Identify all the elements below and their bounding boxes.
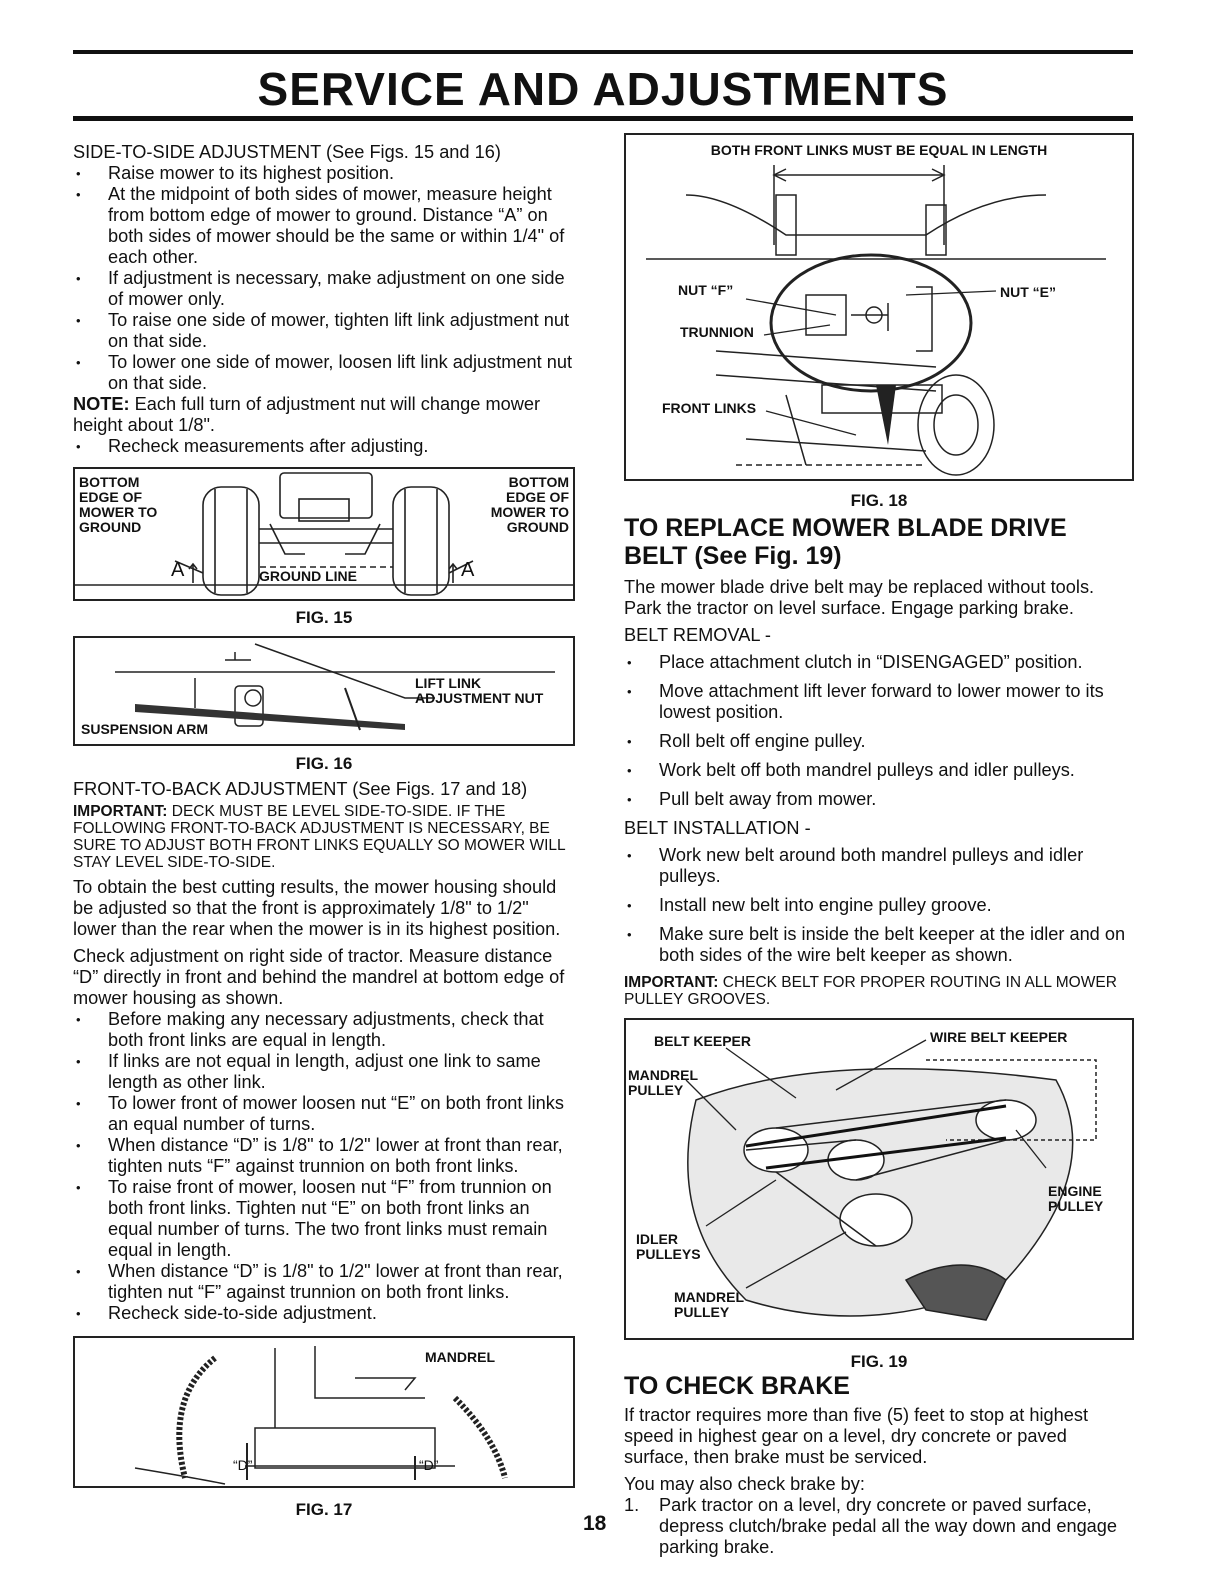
fig-17-illustration bbox=[73, 1336, 575, 1488]
list-item: • Recheck measurements after adjusting. bbox=[73, 436, 575, 457]
front-to-back-steps bbox=[73, 1009, 575, 1324]
nut-f-label: NUT “F” bbox=[678, 282, 734, 298]
list-item: • To lower one side of mower, loosen lift link adjustment nut on that side. bbox=[73, 352, 575, 394]
list-item: • When distance “D” is 1/8" to 1/2" lower at front than rear, tighten nuts “F” against trunnion on both front links. bbox=[73, 1135, 575, 1177]
list-item: • Recheck side-to-side adjustment. bbox=[73, 1303, 575, 1324]
distance-a-right: A bbox=[461, 559, 475, 581]
note-label: NOTE: bbox=[73, 394, 130, 414]
paragraph: Check adjustment on right side of tractor. Measure distance “D” directly in front and behind the mandrel at bottom edge of mower housing as shown. bbox=[73, 946, 565, 1008]
fig-18-illustration bbox=[624, 133, 1134, 481]
fig-17-drawing bbox=[75, 1338, 573, 1486]
belt-section-heading: TO REPLACE MOWER BLADE DRIVE BELT (See Fig. 19) bbox=[624, 514, 1067, 570]
fig-16-illustration bbox=[73, 636, 575, 746]
wire-belt-keeper-label: WIRE BELT KEEPER bbox=[930, 1029, 1068, 1045]
idler-pulleys-label: IDLER PULLEYS bbox=[636, 1231, 701, 1262]
fig-16-caption: FIG. 16 bbox=[295, 754, 353, 773]
step-text: Park tractor on a level, dry concrete or paved surface, depress clutch/brake pedal all the way down and engage parking brake. bbox=[659, 1495, 1118, 1557]
list-item bbox=[624, 1495, 1134, 1558]
list-item: • If links are not equal in length, adjust one link to same length as other link. bbox=[73, 1051, 575, 1093]
equal-links-label: BOTH FRONT LINKS MUST BE EQUAL IN LENGTH bbox=[710, 142, 1048, 158]
list-item: • Work new belt around both mandrel pulleys and idler pulleys. bbox=[624, 845, 1134, 887]
belt-installation-steps bbox=[624, 845, 1134, 966]
belt-removal-steps bbox=[624, 652, 1134, 810]
brake-check-steps bbox=[624, 1495, 1134, 1558]
belt-keeper-label: BELT KEEPER bbox=[654, 1033, 751, 1049]
list-item: • To raise front of mower, loosen nut “F” from trunnion on both front links. Tighten nut “E” on both front links an equal number of turns. The two front links must remain equal in length. bbox=[73, 1177, 575, 1261]
important-label: IMPORTANT: bbox=[624, 974, 719, 991]
front-to-back-heading: FRONT-TO-BACK ADJUSTMENT (See Figs. 17 and 18) bbox=[73, 779, 528, 799]
list-item: • Roll belt off engine pulley. bbox=[624, 731, 1134, 752]
fig-18-caption: FIG. 18 bbox=[850, 491, 908, 510]
mandrel-label: MANDREL bbox=[425, 1349, 495, 1365]
engine-pulley-label: ENGINE PULLEY bbox=[1048, 1183, 1104, 1214]
list-item: • Raise mower to its highest position. bbox=[73, 163, 575, 184]
distance-d-right: “D” bbox=[419, 1457, 439, 1473]
title-rule bbox=[73, 116, 1133, 121]
left-column bbox=[73, 142, 575, 1520]
note bbox=[73, 394, 575, 436]
note-text: Each full turn of adjustment nut will change mower height about 1/8". bbox=[73, 394, 541, 435]
side-to-side-heading: SIDE-TO-SIDE ADJUSTMENT (See Figs. 15 and 16) bbox=[73, 142, 501, 162]
trunnion-label: TRUNNION bbox=[680, 324, 754, 340]
mandrel-pulley-top-label: MANDREL PULLEY bbox=[628, 1067, 698, 1098]
list-item: • Place attachment clutch in “DISENGAGED” position. bbox=[624, 652, 1134, 673]
list-item: • To lower front of mower loosen nut “E” on both front links an equal number of turns. bbox=[73, 1093, 575, 1135]
bottom-edge-right-label: BOTTOM EDGE OF MOWER TO GROUND bbox=[490, 474, 569, 535]
ground-line-label: GROUND LINE bbox=[259, 568, 357, 584]
list-item: • When distance “D” is 1/8" to 1/2" lower at front than rear, tighten nut “F” against trunnion on both front links. bbox=[73, 1261, 575, 1303]
list-item: • Before making any necessary adjustments, check that both front links are equal in length. bbox=[73, 1009, 575, 1051]
bottom-edge-left-label: BOTTOM EDGE OF MOWER TO GROUND bbox=[79, 474, 158, 535]
fig-19-caption: FIG. 19 bbox=[850, 1352, 908, 1371]
distance-d-left: “D” bbox=[233, 1457, 253, 1473]
side-to-side-recheck bbox=[73, 436, 575, 457]
mandrel-pulley-bottom-label: MANDREL PULLEY bbox=[674, 1289, 744, 1320]
nut-e-label: NUT “E” bbox=[1000, 284, 1056, 300]
important-note-routing bbox=[624, 974, 1134, 1008]
list-item: • If adjustment is necessary, make adjustment on one side of mower only. bbox=[73, 268, 575, 310]
top-rule bbox=[73, 50, 1133, 54]
suspension-arm-label: SUSPENSION ARM bbox=[81, 721, 209, 737]
fig-19-illustration bbox=[624, 1018, 1134, 1340]
step-number: 1. bbox=[624, 1495, 640, 1515]
page-number: 18 bbox=[583, 1512, 607, 1535]
fig-15-illustration bbox=[73, 467, 575, 601]
list-item: • Move attachment lift lever forward to lower mower to its lowest position. bbox=[624, 681, 1134, 723]
list-item: • At the midpoint of both sides of mower, measure height from bottom edge of mower to ground. Distance “A” on both sides of mower should be the same or within 1/4" of each other. bbox=[73, 184, 575, 268]
belt-installation-heading: BELT INSTALLATION - bbox=[624, 818, 811, 838]
belt-removal-heading: BELT REMOVAL - bbox=[624, 625, 771, 645]
paragraph: If tractor requires more than five (5) feet to stop at highest speed in highest gear on a level, dry concrete or paved surface, then brake must be serviced. bbox=[624, 1405, 1089, 1467]
fig-17-caption: FIG. 17 bbox=[295, 1500, 353, 1519]
important-text: DECK MUST BE LEVEL SIDE-TO-SIDE. IF THE FOLLOWING FRONT-TO-BACK ADJUSTMENT IS NECESSARY, BE SURE TO ADJUST BOTH FRONT LINKS EQUALLY SO MOWER WILL STAY LEVEL SIDE-TO-SIDE. bbox=[73, 803, 566, 871]
lift-link-label: LIFT LINK ADJUSTMENT NUT bbox=[415, 675, 544, 706]
paragraph: You may also check brake by: bbox=[624, 1474, 865, 1494]
list-item: • Pull belt away from mower. bbox=[624, 789, 1134, 810]
important-label: IMPORTANT: bbox=[73, 803, 168, 820]
important-note-deck bbox=[73, 803, 575, 871]
list-item: • Work belt off both mandrel pulleys and idler pulleys. bbox=[624, 760, 1134, 781]
fig-15-caption: FIG. 15 bbox=[295, 608, 353, 627]
brake-section-heading: TO CHECK BRAKE bbox=[624, 1372, 850, 1400]
list-item: • Make sure belt is inside the belt keeper at the idler and on both sides of the wire belt keeper as shown. bbox=[624, 924, 1134, 966]
paragraph: The mower blade drive belt may be replaced without tools. Park the tractor on level surface. Engage parking brake. bbox=[624, 577, 1095, 618]
list-item: • To raise one side of mower, tighten lift link adjustment nut on that side. bbox=[73, 310, 575, 352]
distance-a-left: A bbox=[171, 559, 185, 581]
right-column bbox=[624, 133, 1134, 1558]
front-links-label: FRONT LINKS bbox=[662, 400, 757, 416]
paragraph: To obtain the best cutting results, the mower housing should be adjusted so that the front is approximately 1/8" to 1/2" lower than the rear when the mower is in its highest position. bbox=[73, 877, 561, 939]
page-title: SERVICE AND ADJUSTMENTS bbox=[257, 63, 949, 115]
important-text: CHECK BELT FOR PROPER ROUTING IN ALL MOWER PULLEY GROOVES. bbox=[624, 974, 1117, 1008]
list-item: • Install new belt into engine pulley groove. bbox=[624, 895, 1134, 916]
fig-18-drawing bbox=[626, 135, 1132, 479]
side-to-side-steps bbox=[73, 163, 575, 394]
